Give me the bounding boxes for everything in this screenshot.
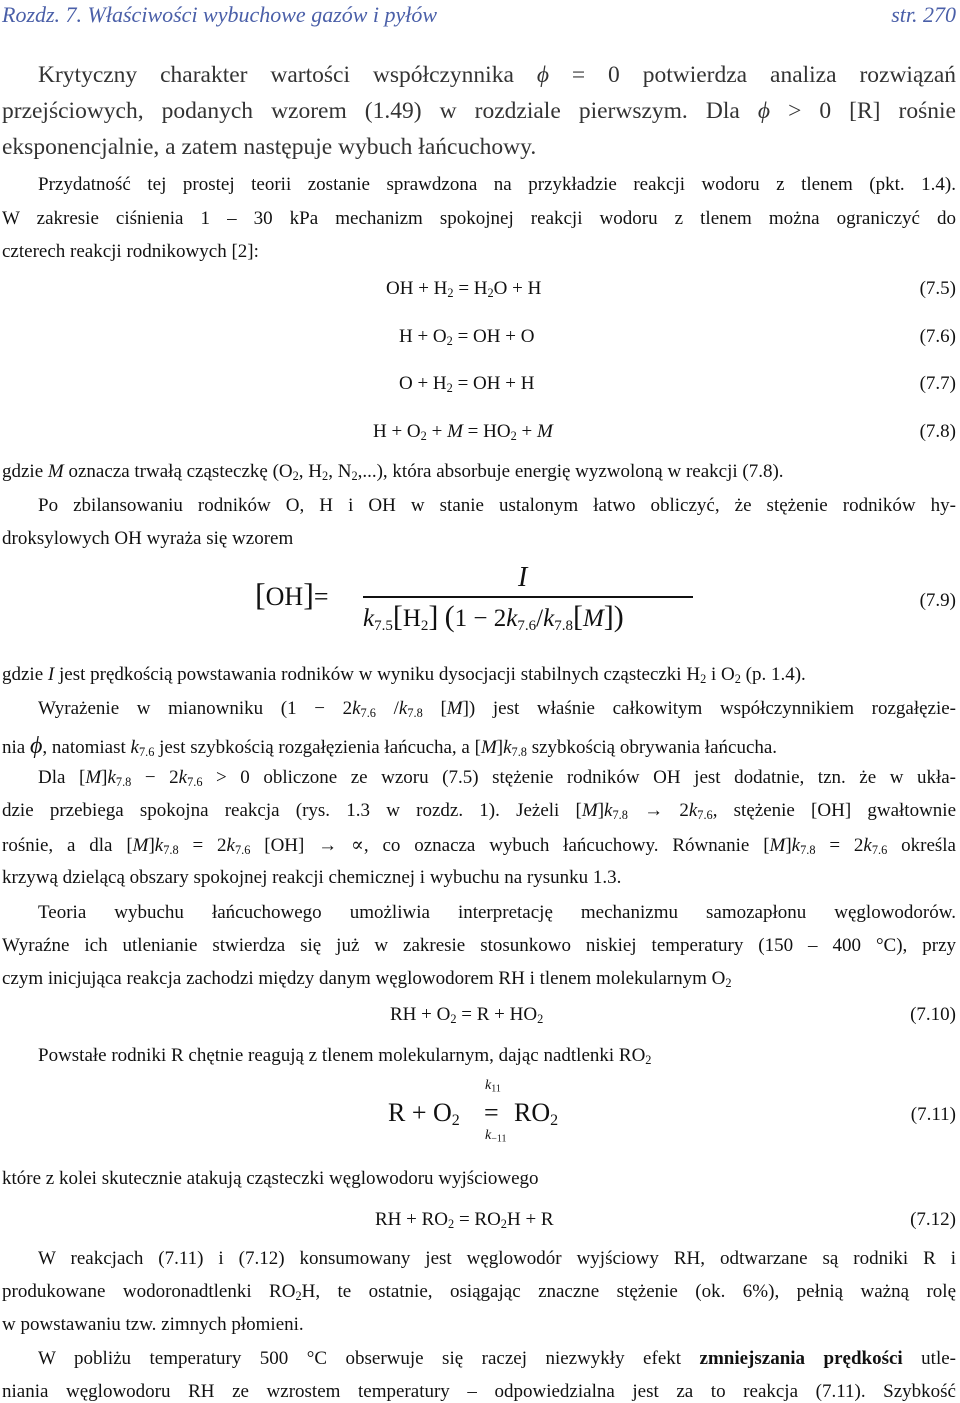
intro-line-2: przejściowych, podanych wzorem (1.49) w rozdziale pierwszym. Dla ϕ > 0 [R] rośnie [2, 98, 956, 124]
p2-line-1: gdzie M oznacza trwałą cząsteczkę ($O_2$, $H_2$, $N_2$,...), która absorbuje energię wyzwoloną w reakcji (7.8). [2, 461, 784, 484]
equation-7-6: $H + O_2$ = OH + O [399, 326, 535, 349]
p3-line-6: rośnie, a dla $[M]k_{7.8} = 2k_{7.6}$ [OH] → ∝, co oznacza wybuch łańcuchowy. Równanie $[M]k_{7.8} = 2k_{7.6}$ określa [2, 835, 956, 858]
intro-line-3: eksponencjalnie, a zatem następuje wybuch łańcuchowy. [2, 134, 537, 160]
p3-line-3: nia ϕ, natomiast $k_{7.6}$ jest szybkością rozgałęzienia łańcucha, a $[M]k_{7.8}$ szybkością obrywania łańcucha. [2, 733, 778, 760]
p1-line-2: W zakresie ciśnienia 1 – 30 kPa mechanizm spokojnej reakcji wodoru z tlenem można ograniczyć do [2, 208, 956, 229]
equation-number-7-10: (7.10) [910, 1004, 956, 1025]
rate-constant-forward: $k_{11}$ [485, 1078, 501, 1095]
denominator: $k_{7.5}[H_2] (1 - 2k_{7.6}/k_{7.8}[M])$ [363, 600, 624, 634]
p2-line-2: Po zbilansowaniu rodników O, H i OH w stanie ustalonym łatwo obliczyć, że stężenie rodników hy- [38, 495, 956, 516]
equation-number-7-5: (7.5) [919, 278, 956, 299]
equilibrium-sign: = [484, 1098, 499, 1127]
page-number: str. 270 [891, 2, 956, 27]
equation-7-5: OH + $H_2 = H_2O + H$ [386, 278, 542, 301]
p1-line-1: Przydatność tej prostej teorii zostanie sprawdzona na przykładzie reakcji wodoru z tlenem (pkt. 1.4). [38, 174, 956, 195]
p3-line-4: Dla $[M]k_{7.8} - 2k_{7.6} > 0$ obliczone ze wzoru (7.5) stężenie rodników OH jest dodatnie, tzn. że w ukła- [38, 767, 957, 790]
numerator-i: I [518, 562, 528, 593]
p5-line-1: Powstałe rodniki R chętnie reagują z tlenem molekularnym, dając nadtlenki $RO_2$ [38, 1045, 652, 1068]
p7-line-1: W reakcjach (7.11) i (7.12) konsumowany jest węglowodór wyjściowy RH, odtwarzane są rodniki R i [38, 1248, 956, 1269]
fraction-bar [363, 596, 693, 598]
equation-7-8: $H + O_2 + M = HO_2 + M$ [373, 421, 553, 444]
oh-bracket: [OH]= [255, 576, 329, 612]
p4-line-1: Teoria wybuchu łańcuchowego umożliwia interpretację mechanizmu samozapłonu węglowodorów. [38, 902, 956, 923]
equation-7-10: RH + $O_2 = R + HO_2$ [390, 1004, 544, 1027]
p3-line-7: krzywą dzielącą obszary spokojnej reakcji chemicznej i wybuchu na rysunku 1.3. [2, 867, 622, 888]
equation-number-7-8: (7.8) [919, 421, 956, 442]
p3-line-2: Wyrażenie w mianowniku ($1 - 2k_{7.6}$ $/k_{7.8}$ [M]) jest właśnie całkowitym współczynnikiem rozgałęzie- [38, 698, 957, 721]
rate-constant-reverse: $k_{-11}$ [485, 1128, 507, 1145]
equation-7-11: $R + O_2$ $k_{11}$ = $k_{-11}$ $RO_2$ [388, 1078, 559, 1145]
p3-line-1: gdzie I jest prędkością powstawania rodników w wyniku dysocjacji stabilnych cząsteczki $H_2$ i $O_2$ (p. 1.4). [2, 664, 806, 687]
equation-7-9 [255, 562, 715, 642]
p7-line-3: w powstawaniu tzw. zimnych płomieni. [2, 1314, 304, 1335]
equation-number-7-11: (7.11) [910, 1104, 956, 1125]
p3-line-5: dzie przebiega spokojna reakcja (rys. 1.3 w rozdz. 1). Jeżeli $[M]k_{7.8} \to 2k_{7.6}$, stężenie [OH] gwałtownie [2, 800, 957, 823]
equation-number-7-6: (7.6) [919, 326, 956, 347]
equation-7-12: RH + $RO_2 = RO_2H + R$ [375, 1209, 554, 1232]
p1-line-3: czterech reakcji rodnikowych [2]: [2, 241, 259, 262]
p4-line-3: czym inicjująca reakcja zachodzi między danym węglowodorem RH i tlenem molekularnym $O_2$ [2, 968, 732, 991]
page-header [2, 2, 956, 32]
intro-line-1: Krytyczny charakter wartości współczynnika ϕ = 0 potwierdza analiza rozwiązań [38, 62, 957, 88]
p2-line-3: droksylowych OH wyraża się wzorem [2, 528, 294, 549]
equation-number-7-12: (7.12) [910, 1209, 956, 1230]
p4-line-2: Wyraźne ich utlenianie stwierdza się już w zakresie stosunkowo niskiej temperatury (150 – 400 °C), przy [2, 935, 956, 956]
p8-line-1: W pobliżu temperatury 500 °C obserwuje się raczej niezwykły efekt zmniejszania prędkości utle- [38, 1348, 956, 1369]
p6-line-1: które z kolei skutecznie atakują cząsteczki węglowodoru wyjściowego [2, 1168, 539, 1189]
equation-number-7-7: (7.7) [919, 373, 956, 394]
equation-7-7: $O + H_2$ = OH + H [399, 373, 535, 396]
equation-number-7-9: (7.9) [919, 590, 956, 611]
p7-line-2: produkowane wodoronadtlenki $RO_2H$, te ostatnie, osiągając znaczne stężenie (ok. 6%), pełnią ważną rolę [2, 1281, 956, 1304]
p8-line-2: niania węglowodoru RH ze wzrostem temperatury – odpowiedzialna jest za to reakcja (7.11). Szybkość [2, 1381, 956, 1402]
chapter-title: Rozdz. 7. Właściwości wybuchowe gazów i pyłów [2, 2, 438, 27]
